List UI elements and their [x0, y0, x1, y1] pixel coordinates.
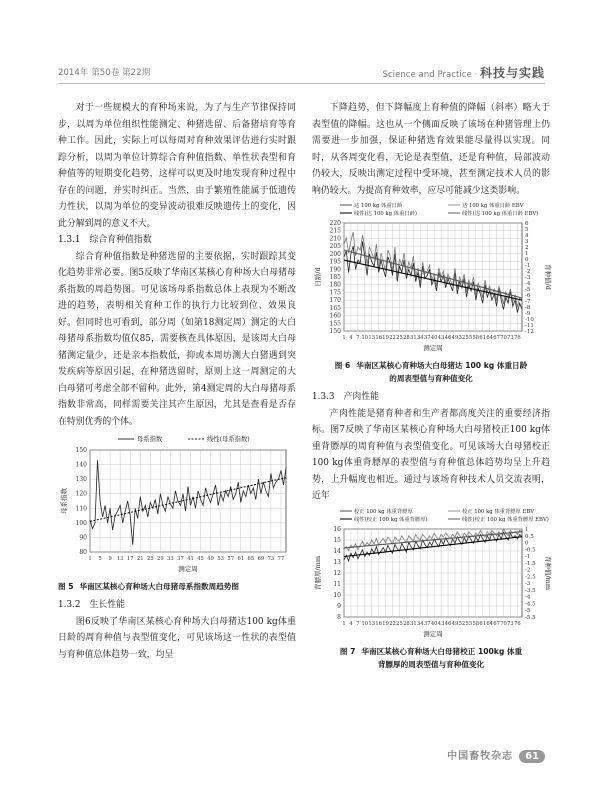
paragraph: 产肉性能是猪育种者和生产者都高度关注的重要经济指标。图7反映了华南区某核心育种场大白母猪校正100 kg体重背膘厚的周育种值与表型值变化。可见该场大白母猪校正100 kg体重背膘厚的表型值与育种值总体趋势均呈上升趋势，上升幅度也相近。通过与该场育种技术人员交流表明，近年	[312, 408, 550, 501]
y-tick-label: 150	[75, 447, 87, 454]
y-tick-label: 185	[329, 274, 341, 281]
y2-tick-label: 3	[525, 239, 529, 245]
y-tick-label: 80	[79, 549, 87, 556]
x-tick-label: 4	[349, 335, 353, 341]
x-tick-label: 1	[342, 335, 346, 341]
figure-caption	[58, 580, 296, 593]
legend-label: 线性(达 100 kg 体重日龄)	[354, 211, 417, 217]
y-tick-label: 12	[333, 569, 341, 577]
y2-tick-label: 4	[525, 233, 529, 239]
x-tick-label: 49	[207, 556, 214, 562]
x-tick-label: 10	[361, 335, 369, 341]
y2-tick-label: 6	[525, 221, 529, 227]
y-axis-label: 日龄/d	[314, 267, 322, 287]
x-tick-label: 4	[349, 620, 353, 627]
x-tick-label: 55	[465, 620, 473, 627]
y2-tick-label: -4	[525, 594, 531, 601]
x-tick-label: 49	[451, 335, 459, 341]
x-tick-label: 25	[396, 620, 403, 627]
x-tick-label: 73	[507, 620, 514, 627]
x-tick-label: 61	[479, 620, 487, 627]
y2-tick-label: 0	[525, 540, 529, 547]
x-axis-label: 测定周	[423, 344, 443, 352]
y2-tick-label: 5	[525, 227, 529, 233]
section-heading: 1.3.1 综合育种值指数	[58, 235, 152, 245]
chart-fig7	[312, 505, 550, 643]
y-tick-label: 165	[329, 304, 341, 312]
x-tick-label: 49	[451, 620, 459, 627]
trend-line	[90, 478, 286, 522]
y-tick-label: 110	[75, 505, 87, 513]
x-tick-label: 53	[217, 556, 224, 562]
y2-tick-label: -2	[525, 567, 531, 574]
x-tick-label: 28	[403, 335, 410, 341]
x-tick-label: 70	[500, 620, 507, 627]
y2-tick-label: -4	[525, 281, 531, 287]
y2-tick-label: -1	[525, 263, 531, 269]
x-tick-label: 34	[416, 620, 424, 627]
figure-caption-text: 背膘厚的周表型值与育种值变化	[377, 659, 485, 669]
journal-title: Science and Practice · 科技与实践	[382, 66, 545, 80]
figure-caption	[312, 645, 550, 671]
y-tick-label: 16	[333, 525, 341, 533]
y-tick-label: 220	[329, 220, 341, 227]
y-tick-label: 175	[329, 289, 341, 297]
y-tick-label: 205	[329, 243, 341, 251]
x-tick-label: 7	[356, 335, 360, 341]
legend-label: 母系指数	[137, 436, 163, 443]
x-tick-label: 65	[247, 556, 255, 562]
paragraph: 对于一些规模大的育种场来说，为了与生产节律保持同步，以周为单位组织性能测定、种猪选留、后备猪培育等育种工作。因此，实际上可以每周对育种效果评估进行实时跟踪分析，以周为单位计算综合育种值指数、单性状表型和育种值等的短期变化趋势，这样可以更及时地发现育种过程中存在的问题，并实时纠正。当然，由于繁殖性能属于低遗传力性状，以周为单位的变异波动很难反映遗传上的变化，因此分解到周的意义不大。	[58, 103, 296, 229]
y-tick-label: 215	[329, 227, 341, 235]
figure-7	[312, 505, 550, 671]
y-tick-label: 200	[329, 250, 341, 258]
x-tick-label: 57	[227, 556, 235, 562]
x-tick-label: 55	[465, 335, 473, 341]
chart-fig5	[58, 430, 296, 578]
x-tick-label: 28	[403, 620, 410, 627]
legend-label: 线性(达 100 kg 体重日龄 EBV)	[462, 211, 539, 217]
y-tick-label: 10	[333, 591, 341, 599]
x-tick-label: 13	[116, 556, 124, 562]
x-tick-label: 5	[98, 556, 102, 562]
y-tick-label: 180	[329, 281, 341, 289]
x-tick-label: 37	[177, 556, 184, 562]
x-tick-label: 34	[416, 335, 424, 341]
x-tick-label: 73	[267, 556, 275, 562]
y2-tick-label: 1	[525, 526, 529, 533]
plot-area	[90, 450, 286, 552]
y-tick-label: 9	[337, 602, 341, 610]
y2-tick-label: -10	[525, 317, 534, 323]
y-tick-label: 190	[329, 266, 341, 274]
y2-tick-label: -2	[525, 269, 531, 275]
page-footer	[447, 747, 545, 763]
y-tick-label: 170	[329, 297, 341, 305]
figure-caption-text: 华南区某核心育种场大白母猪母系指数周趋势图	[79, 582, 239, 591]
legend-label: 校正 100 kg 体重背膘厚	[354, 508, 413, 515]
y2-tick-label: -5.5	[525, 614, 536, 621]
x-tick-label: 52	[458, 335, 466, 341]
x-tick-label: 67	[493, 620, 500, 627]
legend-label: 达 100 kg 体重日龄 EBV	[462, 203, 524, 209]
x-tick-label: 67	[493, 335, 500, 341]
journal-title-cn: 科技与实践	[479, 66, 545, 80]
x-tick-label: 1	[88, 556, 92, 562]
y2-tick-label: -9	[525, 311, 531, 317]
legend-label: 线性(母系指数)	[207, 436, 250, 443]
x-tick-label: 29	[157, 556, 164, 562]
x-tick-label: 13	[368, 620, 376, 627]
y2-tick-label: 0	[525, 257, 529, 263]
y2-tick-label: -12	[525, 329, 534, 335]
x-tick-label: 64	[486, 335, 493, 341]
x-tick-label: 76	[514, 620, 521, 627]
paragraph: 综合育种值指数是种猪选留的主要依据，实时跟踪其变化趋势非常必要。图5反映了华南区某核心育种场大白母猪母系指数的周趋势图。可见该场母系指数总体上表现为不断改进的趋势，表明相关育种工作的执行力比较到位、效果良好。但同时也可看到，部分周（如第18测定周）测定的大白母猪母系指数均值仅85，需要核查具体原因，是该周大白母猪测定量少，还是亲本指数低，抑或本周坊测大白猪遇到突发疾病等原因引起，在种猪选留时，原则上这一周测定的大白母猪可考虑全部不留种。此外，第4测定周的大白母猪母系指数非常高，同样需要关注其产生原因，尤其是查看是否存在特别优秀的个体。	[58, 251, 296, 427]
x-tick-label: 69	[257, 556, 265, 562]
paragraph: 图6反映了华南区某核心育种场大白母猪达100 kg体重日龄的周育种值与表型值变化，可见该场这一性状的表型值与育种值总体趋势一致，均呈	[58, 616, 296, 660]
footer-brand: 中国畜牧杂志	[447, 751, 514, 762]
x-tick-label: 58	[472, 335, 480, 341]
x-tick-label: 77	[277, 556, 285, 562]
trend-line	[344, 250, 522, 298]
figure-caption	[312, 359, 550, 385]
x-tick-label: 31	[410, 620, 417, 627]
y-tick-label: 120	[75, 490, 87, 498]
x-tick-label: 73	[507, 335, 514, 341]
y2-tick-label: -8	[525, 305, 531, 311]
y-tick-label: 160	[329, 312, 341, 320]
x-tick-label: 9	[108, 556, 112, 562]
figure-6	[312, 199, 550, 385]
series-line	[344, 232, 522, 307]
y2-axis-label: 育种值/d	[544, 264, 552, 290]
right-column	[312, 100, 550, 675]
figure-5	[58, 430, 296, 593]
x-axis-label: 测定周	[178, 565, 198, 573]
x-tick-label: 61	[237, 556, 245, 562]
x-tick-label: 16	[375, 620, 382, 627]
legend-label: 线性(校正 100 kg 体重背膘厚 EBV)	[462, 516, 549, 523]
x-tick-label: 58	[472, 620, 480, 627]
figure-caption-text: 华南区某核心育种场大白母猪达 100 kg 体重日龄	[356, 361, 528, 370]
figure-caption-text: 华南区某核心育种场大白母猪校正 100kg 体重	[361, 646, 523, 656]
legend-label: 达 100 kg 体重日龄	[354, 203, 403, 209]
y2-tick-label: 0.5	[525, 533, 534, 540]
y-tick-label: 150	[329, 328, 341, 335]
y2-tick-label: -1.5	[525, 560, 536, 567]
x-tick-label: 41	[187, 556, 194, 562]
x-tick-label: 37	[423, 620, 431, 627]
x-tick-label: 43	[437, 335, 445, 341]
y2-tick-label: -4.5	[525, 600, 536, 607]
x-tick-label: 70	[500, 335, 507, 341]
y-tick-label: 90	[79, 534, 87, 542]
x-tick-label: 61	[479, 335, 487, 341]
y-tick-label: 210	[329, 235, 341, 243]
x-tick-label: 13	[368, 335, 376, 341]
y2-tick-label: -6	[525, 293, 531, 299]
journal-title-en: Science and Practice	[382, 70, 472, 80]
x-tick-label: 46	[444, 620, 452, 627]
x-tick-label: 64	[486, 620, 493, 627]
x-tick-label: 22	[389, 335, 396, 341]
y-axis-label: 背膘厚/mm	[314, 555, 322, 590]
legend-label: 校正 100 kg 体重背膘厚 EBV	[462, 508, 535, 515]
x-tick-label: 16	[375, 335, 382, 341]
y2-tick-label: -7	[525, 299, 531, 305]
x-tick-label: 25	[147, 556, 154, 562]
y2-tick-label: -0.5	[525, 546, 536, 553]
y-tick-label: 195	[329, 258, 341, 266]
x-tick-label: 7	[356, 620, 360, 627]
y2-tick-label: -1	[525, 553, 531, 560]
x-tick-label: 33	[167, 556, 174, 562]
y-tick-label: 140	[75, 461, 87, 469]
y2-tick-label: 2	[525, 245, 529, 251]
page-number: 61	[519, 750, 545, 763]
y2-axis-label: 育种值/mm	[544, 555, 552, 590]
y2-tick-label: 1	[525, 251, 529, 257]
x-tick-label: 40	[430, 620, 438, 627]
header-rule	[58, 83, 545, 84]
y2-tick-label: -3	[525, 275, 531, 281]
x-axis-label: 测定周	[423, 629, 443, 638]
y-tick-label: 11	[333, 580, 341, 588]
figure-number: 图 5	[58, 582, 74, 591]
x-tick-label: 31	[410, 335, 417, 341]
y-tick-label: 15	[333, 536, 341, 544]
figure-number: 图 7	[339, 646, 356, 656]
x-tick-label: 1	[342, 620, 346, 627]
y-axis-label: 母系指数	[60, 488, 68, 514]
x-tick-label: 43	[437, 620, 445, 627]
x-tick-label: 21	[136, 556, 144, 562]
x-tick-label: 45	[197, 556, 204, 562]
y2-tick-label: -11	[525, 323, 534, 329]
running-header	[58, 64, 545, 80]
x-tick-label: 10	[361, 620, 369, 627]
y2-tick-label: -2.5	[525, 573, 536, 580]
y2-tick-label: -3	[525, 580, 531, 587]
x-tick-label: 52	[458, 620, 466, 627]
y-tick-label: 13	[333, 558, 341, 566]
y2-tick-label: -3.5	[525, 587, 536, 594]
legend-label: 线性(校正 100 kg 体重背膘厚)	[354, 516, 428, 523]
x-tick-label: 37	[423, 335, 431, 341]
series-line	[90, 460, 286, 545]
trend-line	[344, 260, 522, 300]
x-tick-label: 17	[126, 556, 134, 562]
x-tick-label: 22	[389, 620, 396, 627]
figure-number: 图 6	[334, 361, 351, 370]
chart-fig6	[312, 199, 550, 357]
left-column	[58, 100, 296, 663]
x-tick-label: 19	[382, 620, 389, 627]
y-tick-label: 130	[75, 476, 87, 484]
section-heading: 1.3.3 产肉性能	[312, 392, 379, 402]
y-tick-label: 155	[329, 320, 341, 328]
paragraph: 下降趋势，但下降幅度上育种值的降幅（斜率）略大于表型值的降幅。这也从一个侧面反映了该场在种猪管理上仍需要进一步加强，保证种猪选育效果能尽量得以实现。同时，从各周变化看，无论是表型值，还是育种值，局部波动仍较大，反映出测定过程中受环境，甚至测定技术人员的影响仍较大。为提高育种效率，应尽可能减少这类影响。	[312, 103, 550, 196]
x-tick-label: 40	[430, 335, 438, 341]
issue-info: 2014年 第50卷 第22期	[58, 68, 151, 78]
figure-caption-text: 的周表型值与育种值变化	[389, 374, 473, 383]
y-tick-label: 14	[333, 547, 341, 555]
x-tick-label: 76	[514, 335, 521, 341]
y-tick-label: 100	[75, 519, 87, 527]
y-tick-label: 8	[337, 613, 341, 621]
y2-tick-label: -5	[525, 607, 531, 614]
x-tick-label: 46	[444, 335, 452, 341]
x-tick-label: 25	[396, 335, 403, 341]
section-heading: 1.3.2 生长性能	[58, 600, 125, 610]
x-tick-label: 19	[382, 335, 389, 341]
y2-tick-label: -5	[525, 287, 531, 293]
